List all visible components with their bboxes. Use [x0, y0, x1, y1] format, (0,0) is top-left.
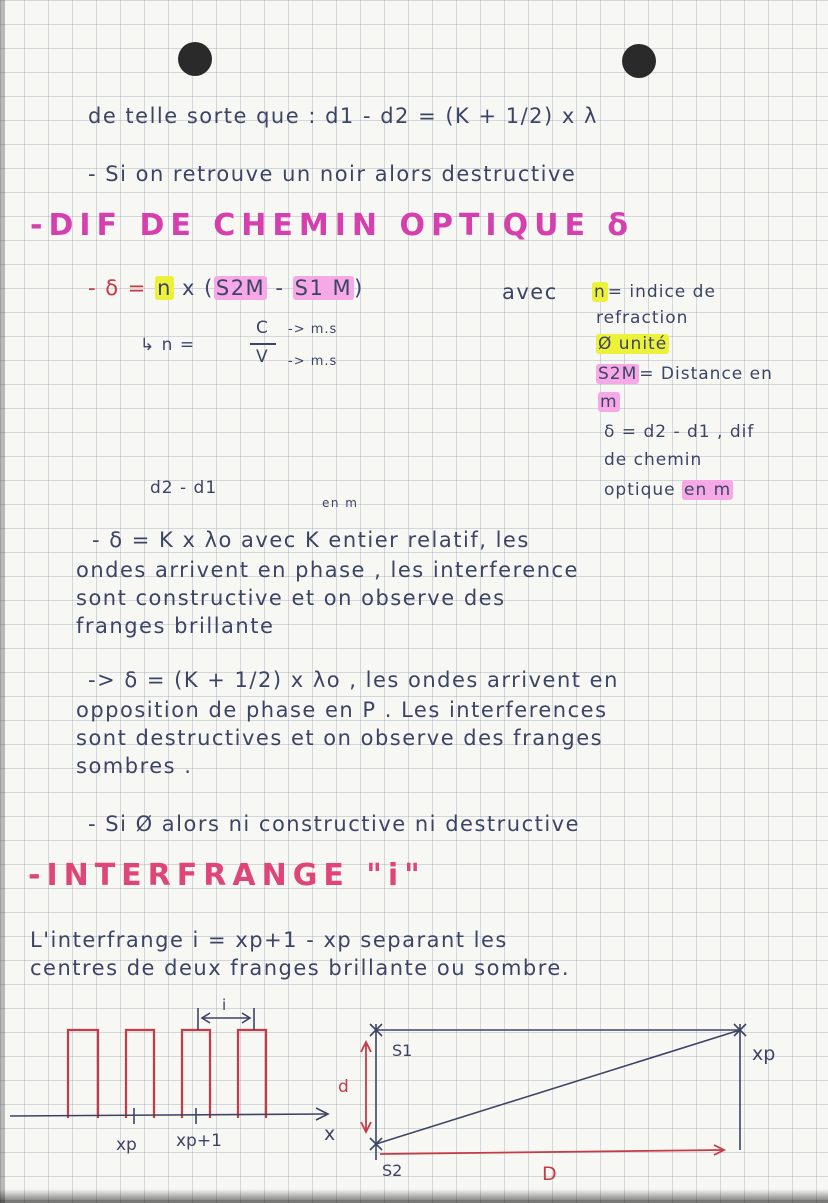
legend-s2m [596, 364, 773, 384]
xp1-label: xp+1 [176, 1131, 222, 1151]
fringe-bar-3 [182, 1030, 210, 1118]
legend-delta-def [604, 422, 754, 442]
para1-line1: - δ = K x λo avec K entier relatif, les [92, 528, 530, 552]
page-bottom-shadow [0, 1189, 828, 1203]
x-axis-label: x [324, 1123, 336, 1145]
n-highlight: n [157, 276, 172, 300]
s2-label: S2 [382, 1161, 403, 1180]
fringe-bar-4 [238, 1030, 266, 1118]
c-unit: -> m.s [288, 322, 338, 337]
geometry-diagram [330, 1010, 810, 1190]
section-title-optical-path: -DIF DE CHEMIN OPTIQUE δ [30, 208, 635, 243]
legend-n-def: = indice de [607, 282, 716, 302]
para1-line2: ondes arrivent en phase , les interference [76, 558, 579, 582]
s1-label: S1 [392, 1041, 413, 1060]
para2-line1: -> δ = (K + 1/2) x λo , les ondes arrivent en [88, 668, 619, 692]
xp-screen-label: xp [752, 1043, 776, 1065]
para2-line2: opposition de phase en P . Les interferences [76, 698, 608, 722]
para2-line4: sombres . [76, 754, 193, 778]
times-text: x ( [173, 276, 214, 300]
s2m-highlight: S2M [215, 276, 266, 300]
fringe-bar-2 [126, 1030, 154, 1118]
section-title-interfrange: -INTERFRANGE "i" [28, 858, 426, 893]
fraction-bar [250, 343, 276, 345]
interfrange-line2: centres de deux franges brillante ou sombre. [30, 956, 571, 980]
v-denominator: V [256, 347, 269, 367]
para1-line4: franges brillante [76, 614, 275, 638]
legend-delta-def3 [604, 480, 733, 500]
legend-unit-label: Ø unité [598, 334, 668, 354]
binder-hole-left [178, 42, 212, 76]
delta-symbol: - δ = [88, 276, 156, 300]
legend-refraction: refraction [596, 308, 689, 328]
x-axis-line [10, 1114, 326, 1116]
n-definition: ↳ n = [140, 335, 196, 355]
legend-m: m [600, 392, 618, 412]
i-label: i [222, 996, 227, 1014]
s1m-highlight: S1 M [294, 276, 353, 300]
delta-formula [88, 276, 364, 300]
legend-en-m: en m [684, 480, 732, 500]
close-paren: ) [354, 276, 364, 300]
v-unit: -> m.s [288, 354, 338, 369]
legend-s2m-def2 [598, 392, 620, 412]
legend-s2m-label: S2M [598, 364, 638, 384]
legend-optique: optique [604, 480, 676, 500]
legend-unit [596, 334, 669, 354]
annotation-d2-d1: d2 - d1 [150, 478, 218, 498]
c-numerator: C [256, 318, 269, 338]
legend-delta-def2: de chemin [604, 450, 703, 470]
legend-n-label: n [594, 282, 606, 302]
legend-n [592, 282, 716, 302]
path-line [376, 1030, 740, 1144]
text-si-line: - Si Ø alors ni constructive ni destructive [88, 812, 581, 836]
binder-hole-right [622, 44, 656, 78]
interfrange-line1: L'interfrange i = xp+1 - xp separant les [30, 928, 508, 952]
xp-label: xp [116, 1135, 137, 1155]
D-label: D [542, 1163, 557, 1185]
para2-line3: sont destructives et on observe des franges [76, 726, 604, 750]
annotation-en-m: en m [322, 496, 359, 510]
text-line-1: de telle sorte que : d1 - d2 = (K + 1/2) x λ [88, 104, 598, 128]
fringe-bar-1 [68, 1030, 98, 1118]
D-arrow-line [380, 1150, 722, 1154]
legend-delta-text: δ = d2 - d1 , dif [604, 422, 755, 442]
minus-text: - [267, 276, 293, 300]
d-label: d [338, 1077, 349, 1097]
avec-text: avec [502, 280, 558, 304]
fringes-diagram [0, 990, 360, 1170]
legend-s2m-def: = Distance en [639, 364, 773, 384]
text-line-2: - Si on retrouve un noir alors destructive [88, 162, 577, 186]
para1-line3: sont constructive et on observe des [76, 586, 506, 610]
